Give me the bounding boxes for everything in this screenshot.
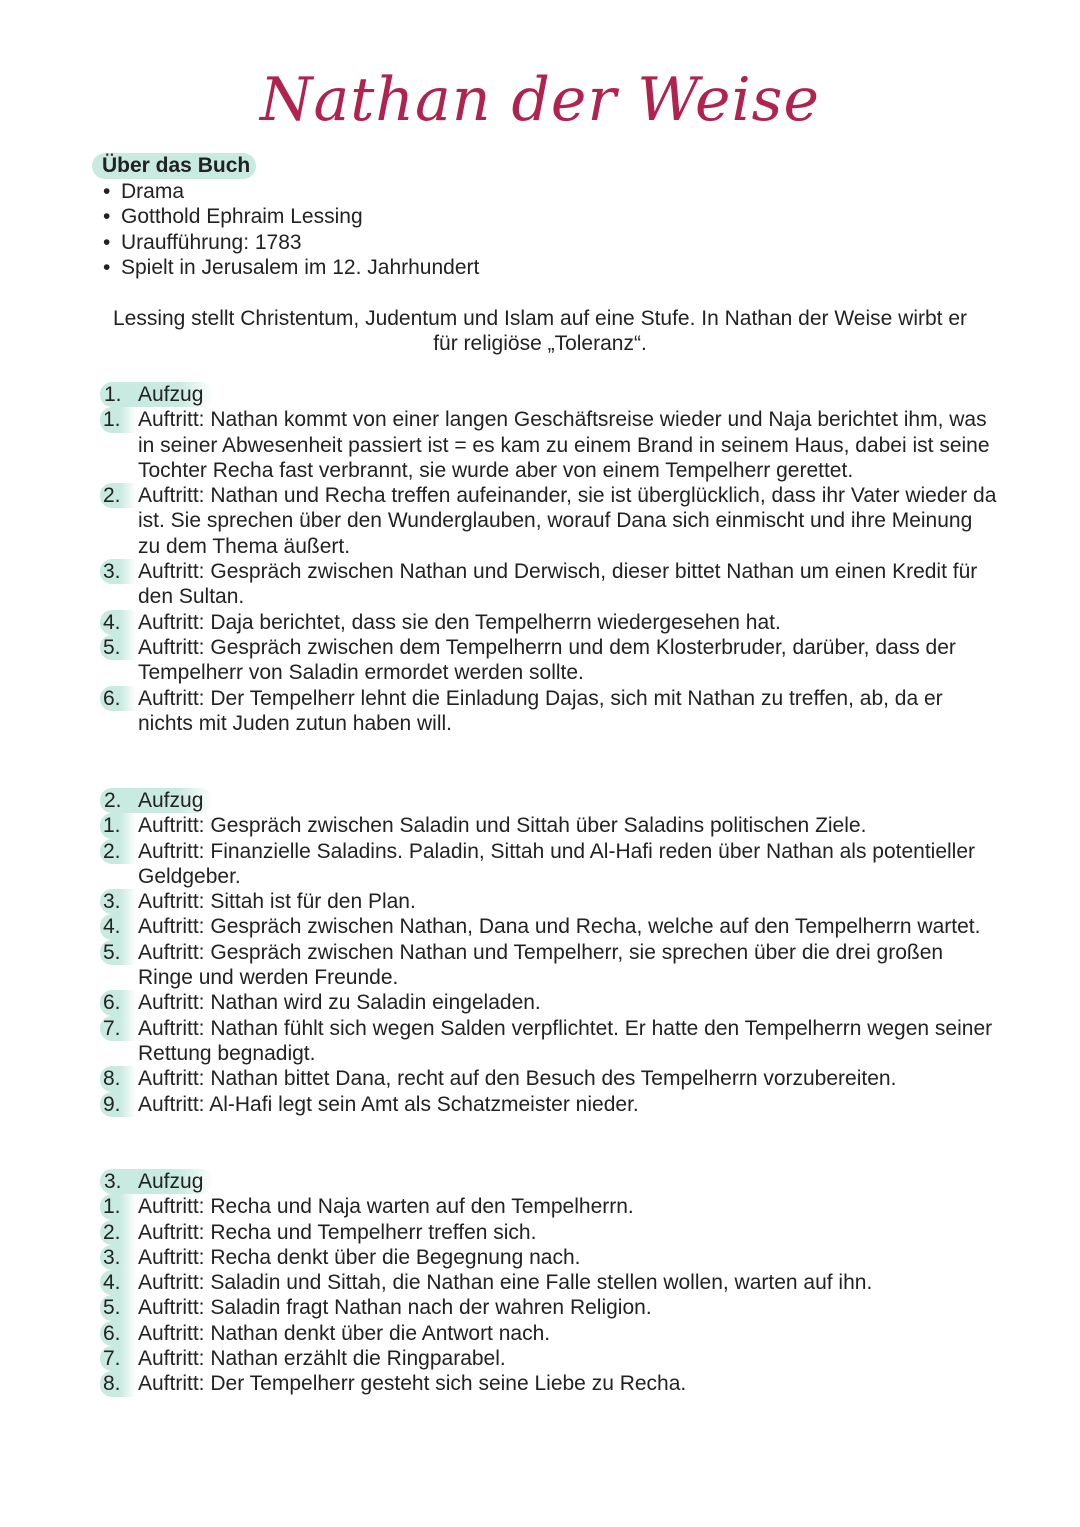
scene-text: Daja berichtet, dass sie den Tempelherrn wiedergesehen hat.	[210, 610, 781, 634]
bullet-icon: •	[103, 205, 111, 229]
scene-number: 5.	[100, 1295, 136, 1320]
scene-item	[100, 940, 1000, 991]
scene-number: 1.	[100, 407, 136, 432]
act-label: Aufzug	[138, 1170, 204, 1193]
scene-number: 6.	[100, 1321, 136, 1346]
scene-number: 8.	[100, 1371, 136, 1396]
bullet-icon: •	[103, 180, 111, 203]
scene-text: Nathan erzählt die Ringparabel.	[210, 1347, 506, 1371]
scene-label: Auftritt:	[138, 1220, 205, 1244]
scene-number: 6.	[100, 686, 136, 711]
act-number: 3.	[104, 1170, 122, 1193]
list-item: • Gotthold Ephraim Lessing	[103, 205, 363, 229]
scene-item	[100, 686, 1000, 737]
scene-text: Der Tempelherr lehnt die Einladung Dajas, sich mit Nathan zu treffen, ab, da er nichts mit Juden zutun haben will.	[138, 686, 943, 735]
scene-number: 7.	[100, 1016, 136, 1041]
scene-label: Auftritt:	[138, 1296, 205, 1320]
scene-label: Auftritt:	[138, 890, 205, 914]
scene-text: Der Tempelherr gesteht sich seine Liebe zu Recha.	[210, 1372, 687, 1396]
scene-item	[100, 1066, 1000, 1091]
act-2-section	[100, 788, 1000, 1117]
scene-text: Gespräch zwischen Nathan und Derwisch, dieser bittet Nathan um einen Kredit für den Sultan.	[138, 560, 978, 609]
scene-text: Nathan kommt von einer langen Geschäftsreise wieder und Naja berichtet ihm, was in seiner Abwesenheit passiert ist = es kam zu einem Brand in seinem Haus, dabei ist seine Tochter Recha fast verbrannt, sie wurde aber von einem Tempelherr gerettet.	[138, 408, 990, 482]
scene-number: 7.	[100, 1346, 136, 1371]
scene-text: Saladin fragt Nathan nach der wahren Religion.	[210, 1296, 652, 1320]
act-1-section	[100, 382, 1000, 736]
scene-item	[100, 1220, 1000, 1245]
scene-number: 4.	[100, 914, 136, 939]
scene-text: Nathan denkt über die Antwort nach.	[210, 1321, 551, 1345]
scene-label: Auftritt:	[138, 1016, 205, 1040]
scene-item	[100, 1295, 1000, 1320]
scene-item	[100, 1245, 1000, 1270]
intro-paragraph: Lessing stellt Christentum, Judentum und Islam auf eine Stufe. In Nathan der Weise wirbt er für religiöse „Toleranz“.	[112, 307, 968, 356]
scene-number: 8.	[100, 1066, 136, 1091]
scene-list	[100, 407, 1000, 736]
act-number: 1.	[104, 383, 122, 406]
scene-item	[100, 610, 1000, 635]
scene-text: Nathan fühlt sich wegen Salden verpflichtet. Er hatte den Tempelherrn wegen seiner Rettung begnadigt.	[138, 1016, 993, 1065]
act-label: Aufzug	[138, 789, 204, 812]
scene-label: Auftritt:	[138, 1195, 205, 1219]
scene-number: 5.	[100, 940, 136, 965]
scene-number: 1.	[100, 813, 136, 838]
scene-text: Recha und Tempelherr treffen sich.	[210, 1220, 537, 1244]
scene-text: Gespräch zwischen Nathan und Tempelherr, sie sprechen über die drei großen Ringe und werden Freunde.	[138, 940, 944, 990]
scene-number: 3.	[100, 559, 136, 584]
scene-item	[100, 1016, 1000, 1067]
scene-text: Gespräch zwischen Nathan, Dana und Recha, welche auf den Tempelherrn wartet.	[210, 915, 981, 939]
scene-text: Recha denkt über die Begegnung nach.	[210, 1245, 581, 1269]
scene-label: Auftritt:	[138, 560, 205, 584]
list-item: • Uraufführung: 1783	[103, 230, 302, 254]
scene-number: 9.	[100, 1092, 136, 1117]
scene-number: 4.	[100, 610, 136, 635]
scene-item	[100, 990, 1000, 1015]
scene-label: Auftritt:	[138, 1372, 205, 1396]
act-label: Aufzug	[138, 383, 204, 406]
scene-item	[100, 914, 1000, 939]
scene-text: Gespräch zwischen dem Tempelherrn und dem Klosterbruder, darüber, dass der Tempelherr von Saladin ermordet werden sollte.	[138, 635, 956, 685]
scene-label: Auftritt:	[138, 814, 205, 838]
scene-label: Auftritt:	[138, 610, 205, 634]
scene-item	[100, 1346, 1000, 1371]
scene-number: 2.	[100, 839, 136, 864]
scene-text: Nathan bittet Dana, recht auf den Besuch des Tempelherrn vorzubereiten.	[210, 1067, 897, 1091]
scene-label: Auftritt:	[138, 1321, 205, 1345]
scene-item	[100, 839, 1000, 890]
scene-text: Sittah ist für den Plan.	[210, 890, 416, 914]
act-heading	[100, 788, 213, 813]
scene-label: Auftritt:	[138, 1245, 205, 1269]
scene-text: Nathan und Recha treffen aufeinander, sie ist überglücklich, dass ihr Vater wieder da ist. Sie sprechen über den Wunderglauben, worauf Dana sich einmischt und ihre Meinung zu dem Thema äußert.	[138, 484, 997, 558]
scene-text: Gespräch zwischen Saladin und Sittah über Saladins politischen Ziele.	[210, 814, 867, 838]
scene-number: 5.	[100, 635, 136, 660]
scene-label: Auftritt:	[138, 408, 205, 432]
scene-item	[100, 813, 1000, 838]
scene-item	[100, 889, 1000, 914]
bullet-icon: •	[103, 230, 111, 254]
scene-item	[100, 1270, 1000, 1295]
scene-label: Auftritt:	[138, 839, 205, 863]
page-title: Nathan der Weise	[260, 65, 820, 135]
scene-text: Saladin und Sittah, die Nathan eine Falle stellen wollen, warten auf ihn.	[210, 1271, 873, 1295]
scene-label: Auftritt:	[138, 635, 205, 659]
scene-label: Auftritt:	[138, 1092, 205, 1116]
act-heading	[100, 382, 213, 407]
scene-text: Finanzielle Saladins. Paladin, Sittah und Al-Hafi reden über Nathan als potentieller Geldgeber.	[138, 839, 976, 888]
list-item: • Drama	[103, 180, 185, 203]
scene-item	[100, 1371, 1000, 1396]
act-heading	[100, 1169, 213, 1194]
scene-list	[100, 1194, 1000, 1396]
bullet-icon: •	[103, 255, 111, 279]
scene-text: Recha und Naja warten auf den Tempelherrn.	[210, 1195, 634, 1219]
scene-number: 1.	[100, 1194, 136, 1219]
scene-item	[100, 1321, 1000, 1346]
scene-number: 4.	[100, 1270, 136, 1295]
scene-number: 3.	[100, 1245, 136, 1270]
scene-text: Al-Hafi legt sein Amt als Schatzmeister nieder.	[209, 1092, 639, 1116]
scene-number: 6.	[100, 990, 136, 1015]
scene-number: 2.	[100, 1220, 136, 1245]
act-3-section	[100, 1169, 1000, 1397]
scene-item	[100, 483, 1000, 559]
scene-label: Auftritt:	[138, 484, 205, 508]
scene-number: 3.	[100, 889, 136, 914]
scene-label: Auftritt:	[138, 940, 205, 964]
scene-label: Auftritt:	[138, 686, 205, 710]
scene-list	[100, 813, 1000, 1117]
scene-item	[100, 1092, 1000, 1117]
list-item: • Spielt in Jerusalem im 12. Jahrhundert	[103, 255, 480, 279]
scene-item	[100, 559, 1000, 610]
about-heading: Über das Buch	[92, 153, 256, 179]
scene-label: Auftritt:	[138, 991, 205, 1015]
scene-item	[100, 407, 1000, 483]
scene-label: Auftritt:	[138, 1347, 205, 1371]
scene-label: Auftritt:	[138, 1067, 205, 1091]
scene-label: Auftritt:	[138, 915, 205, 939]
act-number: 2.	[104, 789, 122, 812]
scene-number: 2.	[100, 483, 136, 508]
scene-item	[100, 1194, 1000, 1219]
scene-text: Nathan wird zu Saladin eingeladen.	[210, 991, 541, 1015]
scene-label: Auftritt:	[138, 1271, 205, 1295]
about-list	[103, 179, 479, 280]
scene-item	[100, 635, 1000, 686]
